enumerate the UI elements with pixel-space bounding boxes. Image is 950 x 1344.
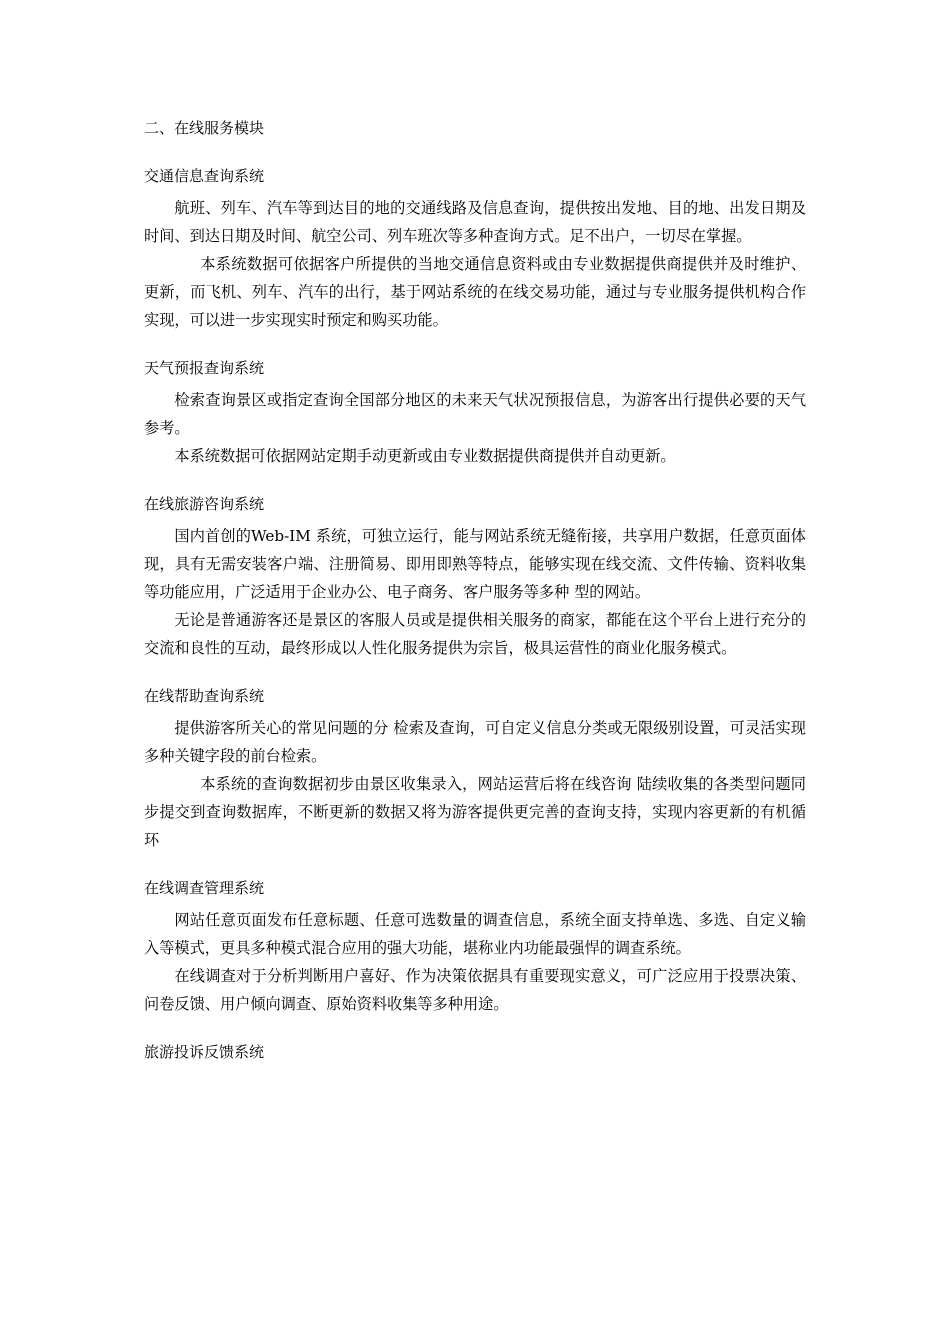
section-complaint-feedback [144,1038,806,1066]
section-traffic-info [144,162,806,334]
section-title: 在线帮助查询系统 [144,687,265,705]
paragraph: 本系统的查询数据初步由景区收集录入，网站运营后将在线咨询 陆续收集的各类型问题同步提交到查询数据库，不断更新的数据又将为游客提供更完善的查询支持，实现内容更新的有机循环 [144,775,806,849]
paragraph: 本系统数据可依据网站定期手动更新或由专业数据提供商提供并自动更新。 [174,447,676,465]
section-title: 在线调查管理系统 [144,879,265,897]
paragraph: 航班、列车、汽车等到达目的地的交通线路及信息查询，提供按出发地、目的地、出发日期及时间、到达日期及时间、航空公司、列车班次等多种查询方式。足不出户，一切尽在掌握。 [144,199,806,245]
paragraph: 国内首创的Web-IM 系统，可独立运行，能与网站系统无缝衔接，共享用户数据，任意页面体现，具有无需安装客户端、注册简易、即用即熟等特点，能够实现在线交流、文件传输、资料收集等功能应用，广泛适用于企业办公、电子商务、客户服务等多种 型的网站。 [144,527,806,601]
section-title: 旅游投诉反馈系统 [144,1043,265,1061]
paragraph: 无论是普通游客还是景区的客服人员或是提供相关服务的商家，都能在这个平台上进行充分的交流和良性的互动，最终形成以人性化服务提供为宗旨，极具运营性的商业化服务模式。 [144,611,806,657]
paragraph: 检索查询景区或指定查询全国部分地区的未来天气状况预报信息，为游客出行提供必要的天气参考。 [144,391,806,437]
section-online-survey [144,874,806,1018]
section-online-help [144,682,806,854]
paragraph: 在线调查对于分析判断用户喜好、作为决策依据具有重要现实意义，可广泛应用于投票决策、问卷反馈、用户倾向调查、原始资料收集等多种用途。 [144,967,806,1013]
section-weather-forecast [144,354,806,470]
section-title: 在线旅游咨询系统 [144,495,265,513]
paragraph: 本系统数据可依据客户所提供的当地交通信息资料或由专业数据提供商提供并及时维护、更新，而飞机、列车、汽车的出行，基于网站系统的在线交易功能，通过与专业服务提供机构合作实现，可以进一步实现实时预定和购买功能。 [144,255,806,329]
section-title: 交通信息查询系统 [144,167,265,185]
module-heading: 二、在线服务模块 [144,119,265,137]
paragraph: 网站任意页面发布任意标题、任意可选数量的调查信息，系统全面支持单选、多选、自定义输入等模式，更具多种模式混合应用的强大功能，堪称业内功能最强悍的调查系统。 [144,911,806,957]
section-travel-consulting [144,490,806,662]
paragraph: 提供游客所关心的常见问题的分 检索及查询，可自定义信息分类或无限级别设置，可灵活实现多种关键字段的前台检索。 [144,719,806,765]
section-title: 天气预报查询系统 [144,359,265,377]
document-body [144,114,806,1070]
